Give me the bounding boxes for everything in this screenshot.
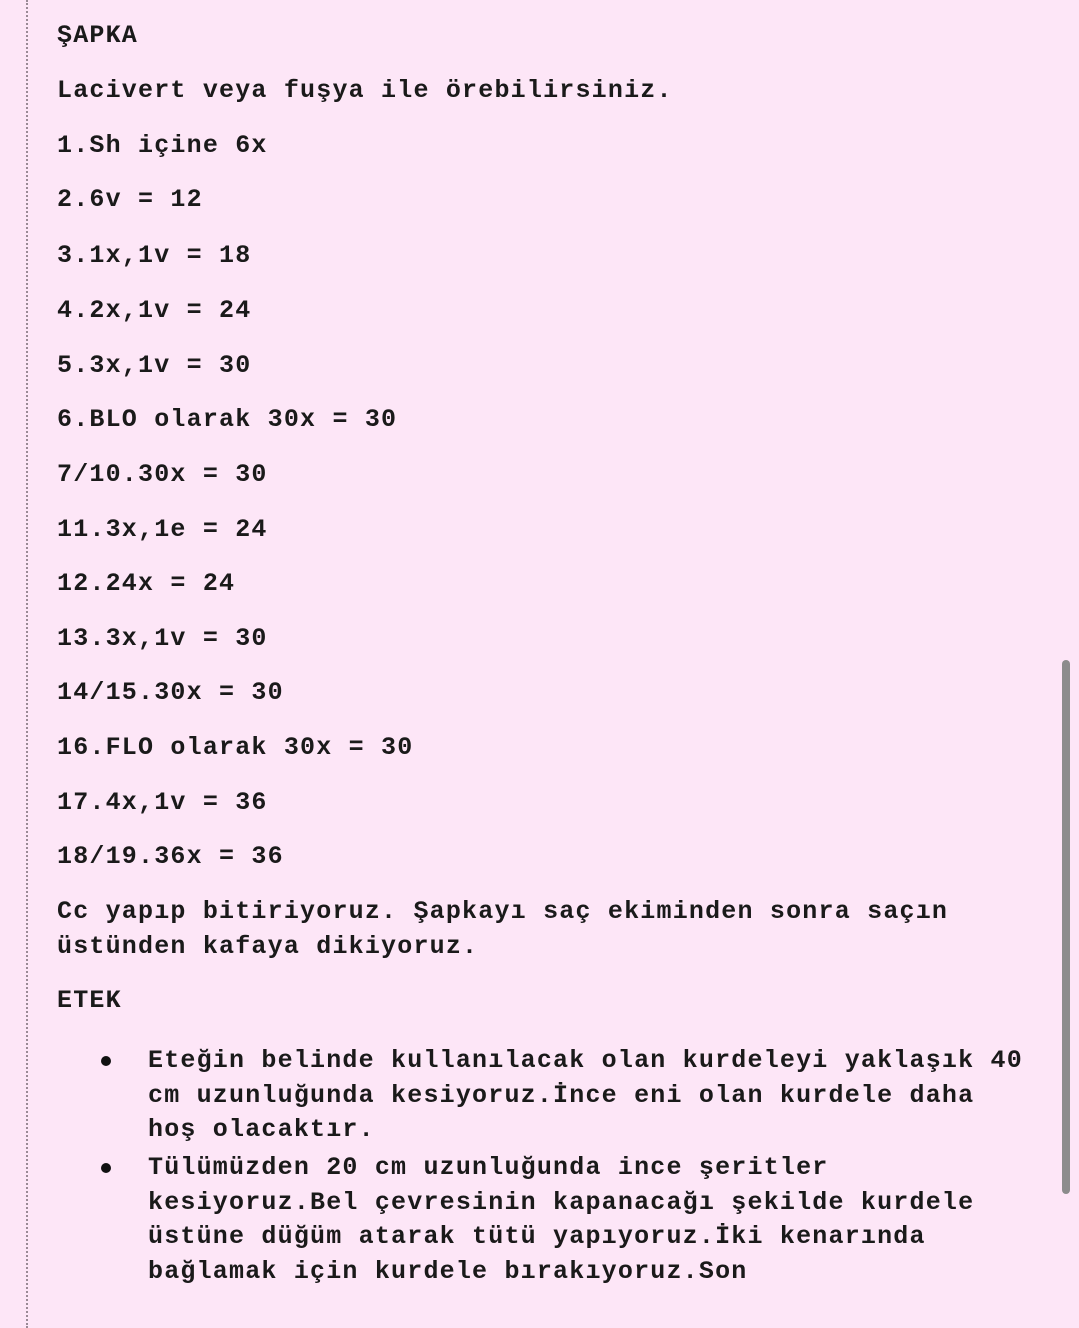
list-item: Tülümüzden 20 cm uzunluğunda ince şeritler kesiyoruz.Bel çevresinin kapanacağı şekilde kurdele üstüne düğüm atarak tütü yapıyoruz.İki kenarında bağlamak için kurdele bırakıyoruz.Son (148, 1153, 975, 1287)
pattern-row: 1.Sh içine 6x (57, 131, 268, 160)
section-title-sapka: ŞAPKA (57, 21, 139, 50)
pattern-row: 13.3x,1v = 30 (57, 624, 268, 653)
bullet-icon (101, 1056, 111, 1066)
pattern-row: 11.3x,1e = 24 (57, 515, 268, 544)
pattern-row: 16.FLO olarak 30x = 30 (57, 733, 414, 762)
pattern-row: 5.3x,1v = 30 (57, 351, 252, 380)
pattern-row: 7/10.30x = 30 (57, 460, 268, 489)
sapka-intro: Lacivert veya fuşya ile örebilirsiniz. (57, 76, 673, 105)
pattern-row: 3.1x,1v = 18 (57, 241, 252, 270)
pattern-row: 2.6v = 12 (57, 185, 203, 214)
pattern-row: 14/15.30x = 30 (57, 678, 284, 707)
page-margin-rule (26, 0, 28, 1328)
pattern-row: 12.24x = 24 (57, 569, 236, 598)
section-title-etek: ETEK (57, 986, 122, 1015)
bullet-icon (101, 1163, 111, 1173)
pattern-row: 6.BLO olarak 30x = 30 (57, 405, 398, 434)
list-item: Eteğin belinde kullanılacak olan kurdeleyi yaklaşık 40 cm uzunluğunda kesiyoruz.İnce eni olan kurdele daha hoş olacaktır. (148, 1046, 1023, 1145)
sapka-closing-paragraph: Cc yapıp bitiriyoruz. Şapkayı saç ekiminden sonra saçın üstünden kafaya dikiyoruz. (57, 897, 949, 961)
pattern-row: 17.4x,1v = 36 (57, 788, 268, 817)
vertical-scrollbar[interactable] (1062, 660, 1070, 1194)
pattern-row: 4.2x,1v = 24 (57, 296, 252, 325)
pattern-row: 18/19.36x = 36 (57, 842, 284, 871)
